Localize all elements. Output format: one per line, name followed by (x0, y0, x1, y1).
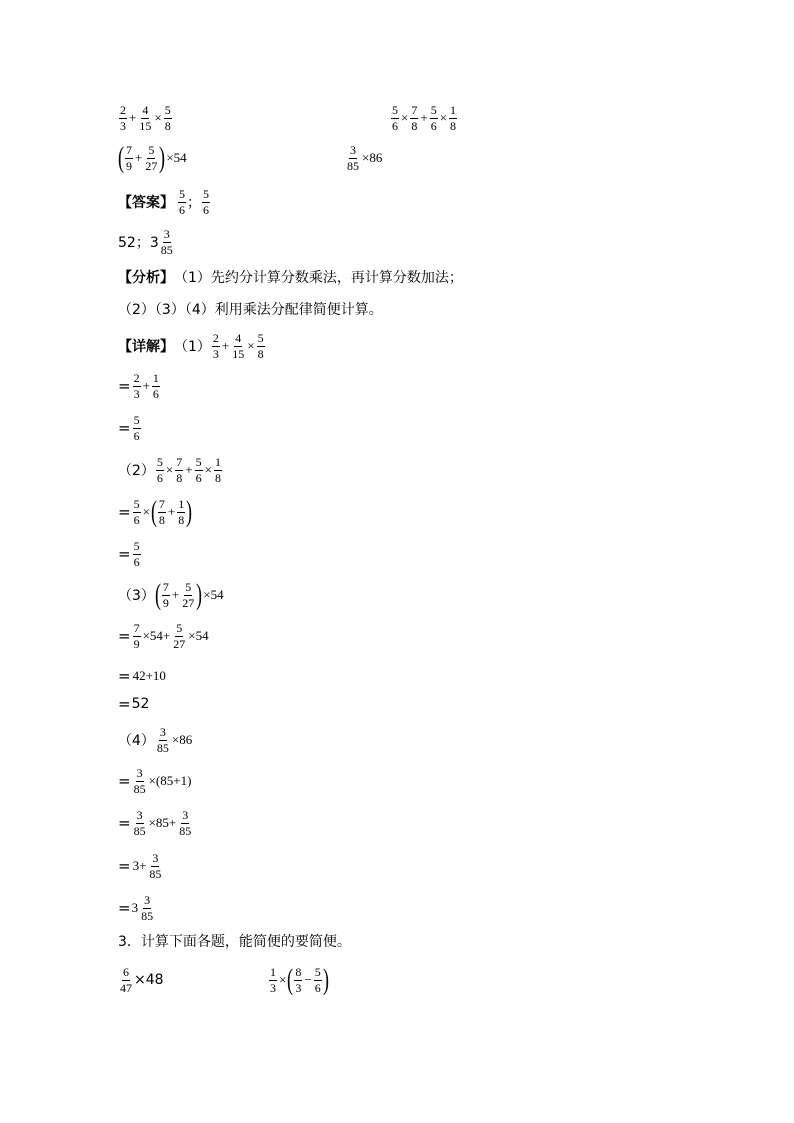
fraction (346, 144, 360, 173)
analysis-label: 【分析】 (118, 270, 174, 286)
fraction (133, 767, 147, 796)
fraction (152, 372, 160, 401)
denominator: 9 (126, 158, 132, 173)
fraction (119, 966, 133, 995)
denominator: 85 (141, 908, 154, 923)
expression-value: 52 (131, 696, 150, 712)
denominator: 3 (120, 118, 126, 133)
problem-1 (118, 100, 173, 136)
detail-step-4-line-3 (118, 848, 163, 884)
fraction (156, 726, 170, 755)
numerator: 5 (164, 102, 171, 117)
denominator: 6 (430, 118, 437, 133)
step-tag: （1） (174, 339, 211, 355)
expression-tail: ×54 (166, 150, 187, 165)
fraction (156, 456, 164, 485)
denominator: 8 (164, 118, 171, 133)
denominator: 85 (133, 823, 146, 838)
numerator: 3 (144, 892, 151, 907)
detail-step-3-line-3 (118, 686, 149, 722)
denominator: 8 (158, 512, 165, 527)
denominator: 27 (173, 636, 186, 651)
step-tag: （4） (118, 733, 155, 749)
question-3-item-2 (268, 962, 329, 998)
fraction (133, 540, 141, 569)
fraction (140, 894, 154, 923)
equals-sign: = (118, 814, 131, 832)
fraction (133, 414, 141, 443)
detail-step-1 (118, 328, 266, 364)
times-sign: × (279, 972, 287, 987)
answer-text: 52；3 (118, 235, 159, 251)
fraction (138, 104, 152, 133)
answer-label: 【答案】 (118, 195, 174, 211)
expression-tail: ×(85+1) (148, 773, 192, 788)
fraction (178, 809, 192, 838)
numerator: 3 (159, 724, 166, 739)
times-sign: × (154, 110, 162, 125)
fraction (164, 104, 172, 133)
left-paren: ( (154, 578, 161, 611)
fraction (430, 104, 438, 133)
equals-sign: = (118, 695, 131, 713)
plus-sign: + (171, 587, 180, 602)
numerator: 5 (179, 186, 185, 201)
fraction (177, 498, 185, 527)
denominator: 8 (450, 118, 457, 133)
denominator: 27 (145, 158, 158, 173)
equals-sign: = (118, 857, 131, 875)
problem-4 (345, 140, 383, 176)
plus-sign: + (420, 110, 428, 125)
detail-step-4-line-4 (118, 890, 155, 926)
numerator: 5 (185, 579, 192, 594)
left-paren: ( (287, 963, 294, 996)
numerator: 5 (430, 102, 437, 117)
denominator: 85 (179, 823, 192, 838)
numerator: 2 (212, 330, 219, 345)
fraction (231, 332, 245, 361)
numerator: 7 (133, 620, 140, 635)
fraction (144, 144, 158, 173)
analysis-line-2 (118, 294, 383, 324)
numerator: 3 (152, 850, 159, 865)
right-paren: ) (186, 495, 193, 528)
numerator: 1 (152, 370, 159, 385)
denominator: 3 (212, 346, 219, 361)
fraction (160, 228, 174, 257)
fraction (294, 966, 302, 995)
times-sign: × (401, 110, 409, 125)
detail-step-3 (118, 577, 225, 613)
fraction (181, 581, 195, 610)
fraction (133, 622, 141, 651)
numerator: 4 (235, 330, 242, 345)
fraction (178, 188, 186, 217)
numerator: 4 (142, 102, 149, 117)
denominator: 8 (257, 346, 264, 361)
numerator: 5 (392, 102, 398, 117)
detail-step-2 (118, 452, 223, 488)
numerator: 5 (195, 454, 202, 469)
times-sign: × (247, 338, 255, 353)
numerator: 5 (156, 454, 163, 469)
numerator: 2 (133, 370, 140, 385)
detail-step-4-line-2 (118, 805, 193, 841)
equals-sign: = (118, 772, 131, 790)
fraction (214, 456, 222, 485)
numerator: 3 (182, 807, 189, 822)
denominator: 6 (152, 386, 159, 401)
numerator: 5 (176, 620, 183, 635)
left-paren: ( (150, 495, 157, 528)
numerator: 7 (158, 496, 165, 511)
denominator: 85 (156, 740, 169, 755)
expression-tail: ×54 (188, 628, 209, 643)
denominator: 6 (179, 202, 185, 217)
minus-sign: − (304, 972, 312, 987)
numerator: 3 (350, 142, 356, 157)
denominator: 15 (139, 118, 152, 133)
expression-middle: ×54+ (142, 628, 171, 643)
numerator: 1 (214, 454, 221, 469)
times-sign: × (204, 462, 212, 477)
fraction (133, 498, 141, 527)
separator: ； (187, 195, 201, 211)
detail-step-1-line-2 (118, 410, 142, 446)
numerator: 3 (136, 765, 143, 780)
fraction (410, 104, 418, 133)
problem-2 (390, 100, 458, 136)
numerator: 7 (126, 142, 132, 157)
whole-number: 3 (131, 900, 139, 915)
detail-step-4 (118, 722, 193, 758)
fraction (269, 966, 277, 995)
plus-sign: + (142, 378, 150, 393)
fraction (172, 622, 186, 651)
denominator: 6 (314, 980, 321, 995)
denominator: 8 (176, 470, 183, 485)
denominator: 85 (347, 158, 359, 173)
equals-sign: = (118, 545, 131, 563)
question-3-item-1 (118, 962, 164, 998)
numerator: 7 (176, 454, 183, 469)
times-sign: × (439, 110, 448, 125)
denominator: 85 (149, 866, 162, 881)
fraction (314, 966, 322, 995)
question-title: 3．计算下面各题，能简便的要简便。 (118, 934, 351, 950)
expression-tail: ×86 (362, 150, 383, 165)
step-tag: （2） (118, 463, 155, 479)
answer-line-2 (118, 224, 175, 260)
detail-step-1-line-1 (118, 368, 161, 404)
denominator: 8 (411, 118, 418, 133)
denominator: 6 (133, 512, 140, 527)
denominator: 9 (133, 636, 140, 651)
numerator: 5 (314, 964, 321, 979)
plus-sign: + (135, 150, 143, 165)
denominator: 6 (195, 470, 202, 485)
denominator: 9 (162, 595, 169, 610)
fraction (125, 144, 133, 173)
equals-sign: = (118, 377, 131, 395)
right-paren: ) (322, 963, 329, 996)
denominator: 8 (214, 470, 221, 485)
times-sign: × (142, 504, 150, 519)
numerator: 1 (450, 102, 457, 117)
fraction (133, 809, 147, 838)
denominator: 85 (160, 242, 173, 257)
denominator: 27 (182, 595, 195, 610)
denominator: 8 (178, 512, 185, 527)
plus-sign: + (185, 462, 193, 477)
right-paren: ) (196, 578, 203, 611)
expression-tail: ×48 (134, 972, 164, 988)
fraction (162, 581, 170, 610)
denominator: 85 (133, 781, 146, 796)
detail-label: 【详解】 (118, 339, 174, 355)
analysis-line-1 (118, 262, 463, 292)
denominator: 3 (133, 386, 140, 401)
fraction (391, 104, 399, 133)
numerator: 6 (123, 964, 129, 979)
numerator: 5 (133, 496, 140, 511)
numerator: 2 (120, 102, 126, 117)
fraction (257, 332, 265, 361)
numerator: 5 (133, 538, 140, 553)
right-paren: ) (159, 141, 166, 174)
denominator: 6 (133, 428, 140, 443)
detail-step-3-line-1 (118, 618, 210, 654)
expression-value: 42+10 (132, 668, 166, 683)
detail-step-2-line-1 (118, 494, 192, 530)
equals-sign: = (118, 503, 131, 521)
answer-line-1 (118, 184, 211, 220)
fraction (119, 104, 127, 133)
plus-sign: + (129, 110, 137, 125)
expression-tail: ×86 (171, 732, 193, 747)
numerator: 3 (163, 226, 170, 241)
numerator: 3 (136, 807, 143, 822)
denominator: 15 (232, 346, 245, 361)
numerator: 8 (295, 964, 302, 979)
plus-sign: + (167, 504, 176, 519)
detail-step-4-line-1 (118, 763, 192, 799)
fraction (212, 332, 220, 361)
numerator: 5 (257, 330, 264, 345)
problem-3 (118, 140, 188, 176)
denominator: 6 (133, 554, 140, 569)
detail-step-2-line-2 (118, 536, 142, 572)
denominator: 3 (295, 980, 302, 995)
plus-sign: + (221, 338, 230, 353)
denominator: 3 (270, 980, 276, 995)
analysis-text: （1）先约分计算分数乘法，再计算分数加法； (174, 270, 463, 286)
expression-tail: ×54 (203, 587, 224, 602)
denominator: 6 (203, 202, 209, 217)
denominator: 6 (392, 118, 398, 133)
analysis-text: （2）（3）（4）利用乘法分配律简便计算。 (118, 302, 383, 318)
equals-sign: = (118, 667, 131, 685)
numerator: 7 (162, 579, 169, 594)
expression-middle: ×85+ (148, 815, 177, 830)
numerator: 5 (148, 142, 155, 157)
numerator: 1 (270, 964, 276, 979)
question-3-title (118, 926, 351, 956)
left-paren: ( (118, 141, 124, 174)
fraction (133, 372, 141, 401)
fraction (158, 498, 166, 527)
fraction (175, 456, 183, 485)
fraction (449, 104, 457, 133)
times-sign: × (165, 462, 174, 477)
expression-lead: 3+ (132, 858, 147, 873)
fraction (148, 852, 162, 881)
denominator: 47 (120, 980, 132, 995)
fraction (202, 188, 210, 217)
numerator: 5 (133, 412, 140, 427)
equals-sign: = (118, 419, 131, 437)
equals-sign: = (118, 899, 131, 917)
equals-sign: = (118, 627, 131, 645)
numerator: 1 (178, 496, 185, 511)
denominator: 6 (156, 470, 163, 485)
numerator: 7 (411, 102, 418, 117)
step-tag: （3） (118, 588, 155, 604)
numerator: 5 (203, 186, 209, 201)
fraction (195, 456, 203, 485)
